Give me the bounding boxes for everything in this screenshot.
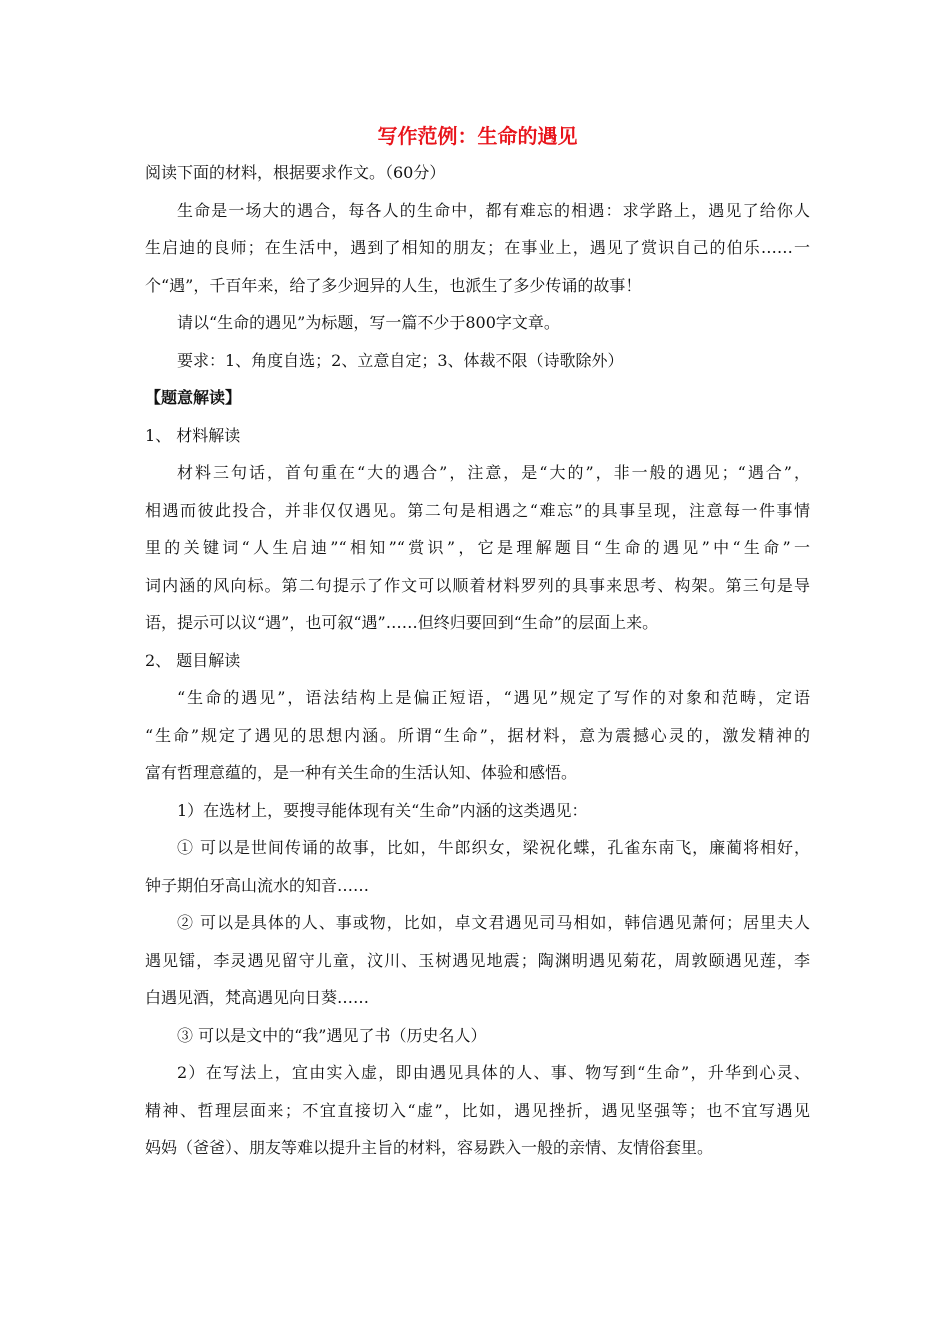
point1-heading: 1）在选材上，要搜寻能体现有关“生命”内涵的这类遇见： bbox=[177, 800, 588, 820]
point2-line: 2）在写法上，宜由实入虚，即由遇见具体的人、事、物写到“生命”，升华到心灵、 bbox=[177, 1063, 810, 1082]
document-title: 写作范例：生命的遇见 bbox=[377, 124, 578, 148]
sub1-line: 里的关键词“人生启迪”“相知”“赏识”，它是理解题目“生命的遇见”中“生命”一 bbox=[145, 538, 810, 557]
point2-line: 精神、哲理层面来；不宜直接切入“虚”，比如，遇见挫折，遇见坚强等；也不宜写遇见 bbox=[145, 1100, 810, 1120]
document-page bbox=[145, 118, 810, 1167]
sub1-heading: 1、 材料解读 bbox=[145, 425, 241, 445]
sub1-line: 词内涵的风向标。第二句提示了作文可以顺着材料罗列的具事来思考、构架。第三句是导 bbox=[145, 575, 810, 595]
task-text: 请以“生命的遇见”为标题，写一篇不少于800字文章。 bbox=[177, 313, 560, 332]
sub1-line: 材料三句话，首句重在“大的遇合”，注意，是“大的”，非一般的遇见；“遇合”， bbox=[177, 463, 810, 482]
prompt-intro: 阅读下面的材料，根据要求作文。（60分） bbox=[145, 163, 446, 182]
sub1-line: 语，提示可以议“遇”，也可叙“遇”……但终归要回到“生命”的层面上来。 bbox=[145, 613, 659, 632]
point2-line: 妈妈（爸爸）、朋友等难以提升主旨的材料，容易跌入一般的亲情、友情俗套里。 bbox=[145, 1138, 714, 1157]
material-line: 生命是一场大的遇合，每各人的生命中，都有难忘的相遇：求学路上，遇见了给你人 bbox=[177, 200, 810, 220]
sub2-line: “生命”规定了遇见的思想内涵。所谓“生命”，据材料，意为震撼心灵的，激发精神的 bbox=[145, 725, 810, 745]
sub2-line: 富有哲理意蕴的，是一种有关生命的生活认知、体验和感悟。 bbox=[145, 763, 578, 782]
item1-line: ① 可以是世间传诵的故事，比如，牛郎织女，梁祝化蝶，孔雀东南飞，廉蔺将相好， bbox=[177, 838, 810, 857]
material-line: 个“遇”，千百年来，给了多少迥异的人生，也派生了多少传诵的故事！ bbox=[145, 275, 642, 295]
item3-line: ③ 可以是文中的“我”遇见了书（历史名人） bbox=[177, 1025, 487, 1045]
sub2-heading: 2、 题目解读 bbox=[145, 650, 241, 670]
material-line: 生启迪的良师；在生活中，遇到了相知的朋友；在事业上，遇见了赏识自己的伯乐……一 bbox=[145, 238, 810, 257]
item2-line: ② 可以是具体的人、事或物，比如，卓文君遇见司马相如，韩信遇见萧何；居里夫人 bbox=[177, 913, 810, 932]
requirements-text: 要求：1、角度自选；2、立意自定；3、体裁不限（诗歌除外） bbox=[177, 350, 624, 370]
section-heading: 【题意解读】 bbox=[145, 388, 242, 407]
item2-line: 白遇见酒，梵高遇见向日葵…… bbox=[145, 988, 370, 1007]
item1-line: 钟子期伯牙高山流水的知音…… bbox=[145, 875, 370, 895]
sub2-line: “生命的遇见”，语法结构上是偏正短语，“遇见”规定了写作的对象和范畴，定语 bbox=[177, 688, 810, 707]
sub1-line: 相遇而彼此投合，并非仅仅遇见。第二句是相遇之“难忘”的具事呈现，注意每一件事情 bbox=[145, 500, 810, 520]
item2-line: 遇见镭，李灵遇见留守儿童，汶川、玉树遇见地震；陶渊明遇见菊花，周敦颐遇见莲，李 bbox=[145, 950, 810, 970]
